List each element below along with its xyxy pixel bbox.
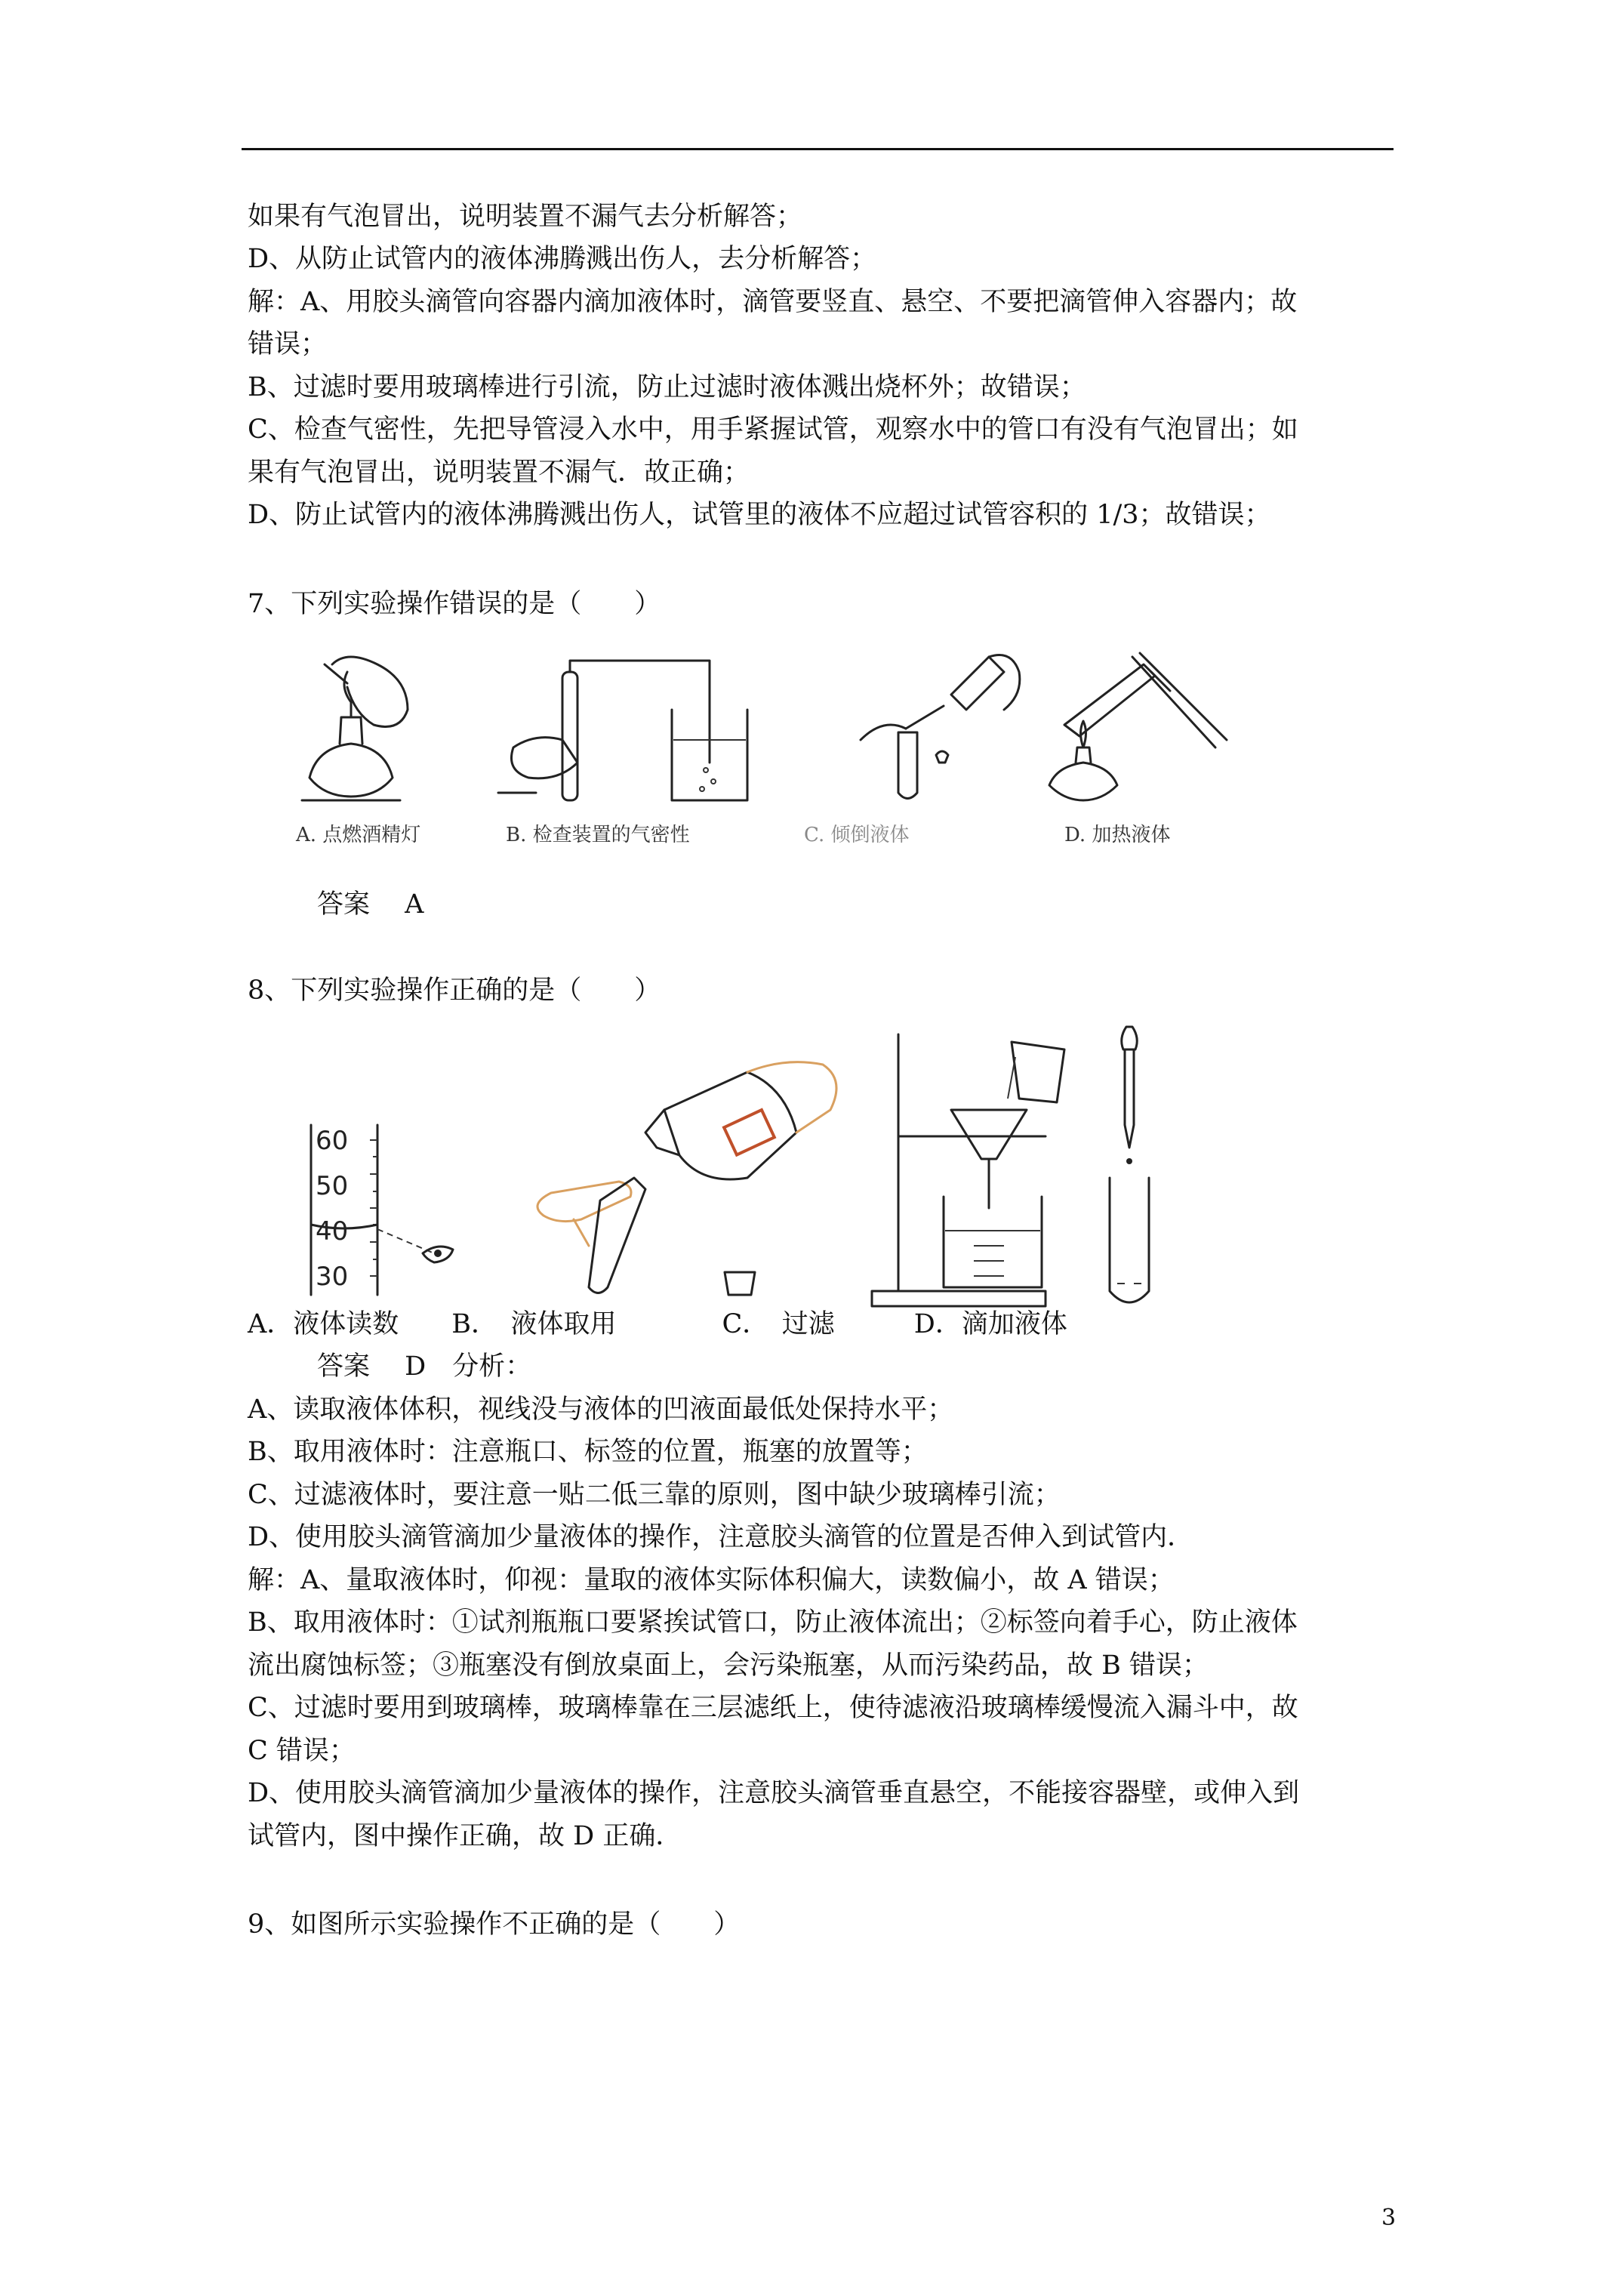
header-rule <box>242 148 1394 150</box>
scale-tick-50: 50 <box>316 1171 349 1201</box>
airtightness-check-illustration <box>498 661 747 800</box>
q7-caption-d: D. 加热液体 <box>1064 824 1171 846</box>
liquid-taking-illustration <box>537 1062 836 1295</box>
text-line: C、检查气密性，先把导管浸入水中，用手紧握试管，观察水中的管口有没有气泡冒出；如 <box>248 415 1298 445</box>
dropper-illustration <box>1110 1027 1149 1302</box>
text-line: B、取用液体时：①试剂瓶瓶口要紧挨试管口，防止液体流出；②标签向着手心，防止液体 <box>248 1607 1298 1638</box>
q7-caption-c: C. 倾倒液体 <box>804 824 910 846</box>
pouring-liquid-illustration <box>861 655 1020 799</box>
text-line: D、使用胶头滴管滴加少量液体的操作，注意胶头滴管垂直悬空，不能接容器壁，或伸入到 <box>248 1778 1300 1808</box>
text-line: C、过滤时要用到玻璃棒，玻璃棒靠在三层滤纸上，使待滤液沿玻璃棒缓慢流入漏斗中，故 <box>248 1693 1298 1723</box>
text-line: D、防止试管内的液体沸腾溅出伤人，试管里的液体不应超过试管容积的 1/3；故错误； <box>248 500 1271 530</box>
q8-figure <box>302 1027 1283 1317</box>
heating-liquid-illustration <box>1049 653 1227 800</box>
text-line: A、读取液体体积，视线没与液体的凹液面最低处保持水平； <box>248 1395 954 1425</box>
scale-tick-30: 30 <box>316 1262 349 1292</box>
text-line: 错误； <box>248 329 328 359</box>
text-line: 果有气泡冒出，说明装置不漏气．故正确； <box>248 458 750 488</box>
text-line: B、过滤时要用玻璃棒进行引流，防止过滤时液体溅出烧杯外；故错误； <box>248 372 1086 402</box>
q7-caption-b: B. 检查装置的气密性 <box>506 824 690 846</box>
scale-tick-60: 60 <box>316 1126 349 1156</box>
filtration-illustration <box>872 1034 1064 1306</box>
graduated-cylinder-illustration <box>311 1125 453 1295</box>
question-9: 9、如图所示实验操作不正确的是（ ） <box>248 1909 741 1940</box>
page-number: 3 <box>1381 2205 1397 2231</box>
scale-tick-40: 40 <box>316 1216 349 1247</box>
text-line: 解：A、量取液体时，仰视：量取的液体实际体积偏大，读数偏小，故 A 错误； <box>248 1565 1175 1595</box>
text-line: D、从防止试管内的液体沸腾溅出伤人，去分析解答； <box>248 244 877 274</box>
q7-figure <box>287 642 1253 849</box>
text-line: 如果有气泡冒出，说明装置不漏气去分析解答； <box>248 202 803 232</box>
q7-caption-a: A. 点燃酒精灯 <box>296 824 421 846</box>
alcohol-lamp-lighting-illustration <box>302 657 408 800</box>
text-line: C、过滤液体时，要注意一贴二低三靠的原则，图中缺少玻璃棒引流； <box>248 1480 1061 1510</box>
text-line: 解：A、用胶头滴管向容器内滴加液体时，滴管要竖直、悬空、不要把滴管伸入容器内；故 <box>248 287 1298 317</box>
answer-7: 答案 A <box>317 889 424 920</box>
q8-options: A．液体读数 B． 液体取用 C． 过滤 D．滴加液体 <box>248 1309 1067 1339</box>
text-line: 流出腐蚀标签；③瓶塞没有倒放桌面上，会污染瓶塞，从而污染药品，故 B 错误； <box>248 1650 1209 1681</box>
text-line: D、使用胶头滴管滴加少量液体的操作，注意胶头滴管的位置是否伸入到试管内． <box>248 1522 1194 1552</box>
text-line: B、取用液体时：注意瓶口、标签的位置，瓶塞的放置等； <box>248 1437 928 1467</box>
question-7: 7、下列实验操作错误的是（ ） <box>248 589 661 619</box>
question-8: 8、下列实验操作正确的是（ ） <box>248 975 661 1006</box>
answer-8: 答案 D 分析： <box>317 1351 532 1382</box>
text-line: 试管内，图中操作正确，故 D 正确． <box>248 1821 682 1851</box>
text-line: C 错误； <box>248 1736 356 1766</box>
